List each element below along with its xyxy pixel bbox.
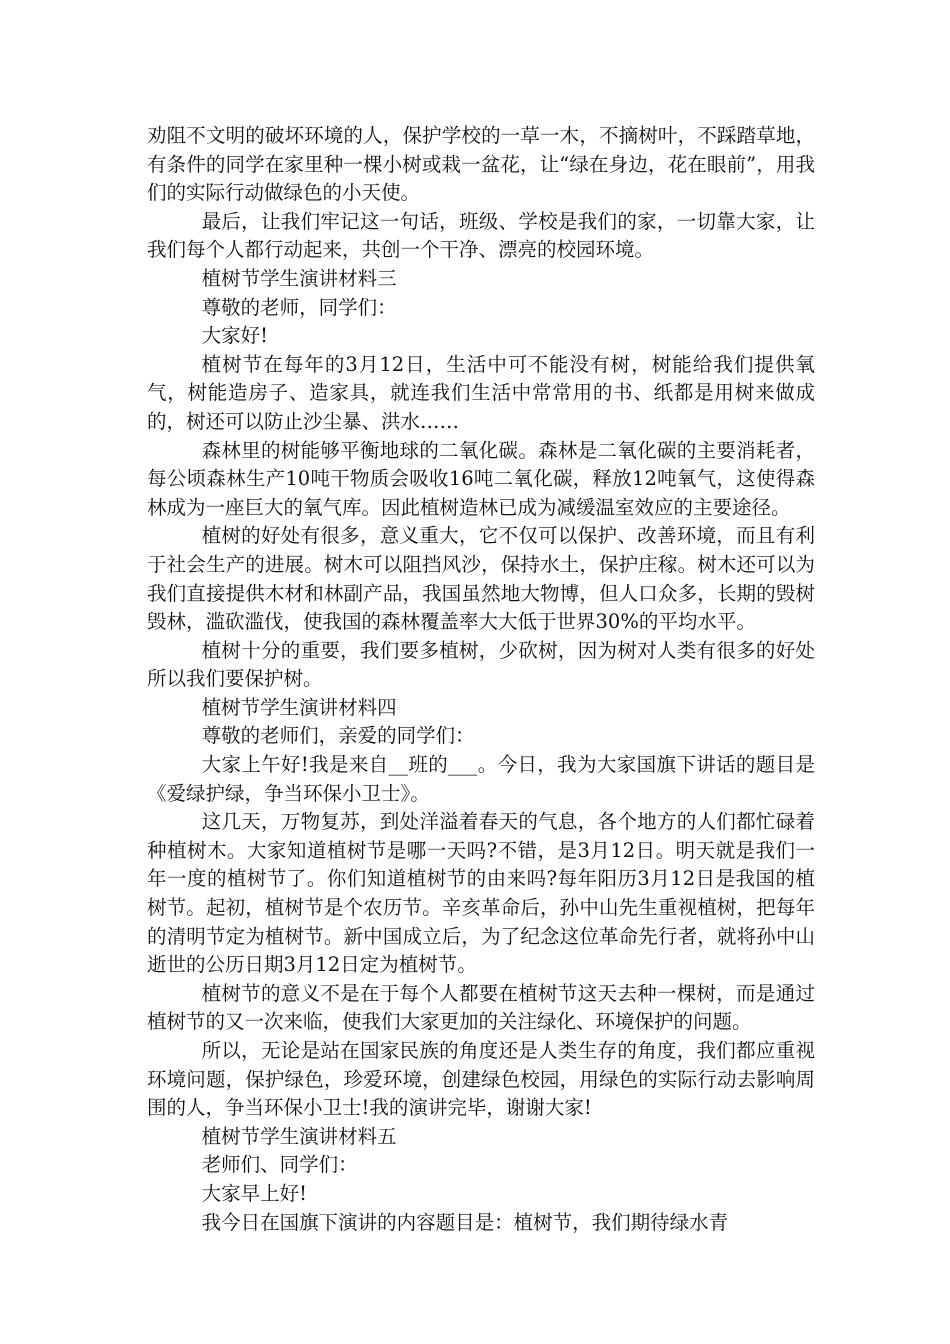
section-heading: 植树节学生演讲材料三 [201,266,397,290]
paragraph: 植树十分的重要，我们要多植树，少砍树，因为树对人类有很多的好处所以我们要保护树。 [147,638,815,691]
paragraph: 植树节在每年的3月12日，生活中可不能没有树，树能给我们提供氧气，树能造房子、造家具，就连我们生活中常常用的书、纸都是用树来做成的，树还可以防止沙尘暴、洪水…… [147,352,815,433]
salutation: 尊敬的老师们，亲爱的同学们： [201,724,475,748]
section-heading: 植树节学生演讲材料四 [201,695,397,719]
paragraph: 劝阻不文明的破坏环境的人，保护学校的一草一木，不摘树叶，不踩踏草地，有条件的同学在家里种一棵小树或栽一盆花，让“绿在身边，花在眼前”，用我们的实际行动做绿色的小天使。 [147,124,815,205]
greeting: 大家好! [201,324,268,348]
paragraph: 所以，无论是站在国家民族的角度还是人类生存的角度，我们都应重视环境问题，保护绿色，珍爱环境，创建绿色校园，用绿色的实际行动去影响周围的人，争当环保小卫士!我的演讲完毕，谢谢大家! [147,1039,815,1120]
section-heading: 植树节学生演讲材料五 [201,1124,397,1148]
paragraph: 植树节的意义不是在于每个人都要在植树节这天去种一棵树，而是通过植树节的又一次来临，使我们大家更加的关注绿化、环境保护的问题。 [147,981,815,1034]
paragraph: 大家上午好!我是来自__班的___。今日，我为大家国旗下讲话的题目是《爱绿护绿，争当环保小卫士》。 [147,753,815,805]
paragraph: 最后，让我们牢记这一句话，班级、学校是我们的家，一切靠大家，让我们每个人都行动起来，共创一个干净、漂亮的校园环境。 [147,209,815,262]
greeting: 大家早上好! [201,1181,307,1205]
salutation: 老师们、同学们： [201,1153,358,1177]
paragraph: 这几天，万物复苏，到处洋溢着春天的气息，各个地方的人们都忙碌着种植树木。大家知道植树节是哪一天吗?不错，是3月12日。明天就是我们一年一度的植树节了。你们知道植树节的由来吗?每年阳历3月12日是我国的植树节。起初，植树节是个农历节。辛亥革命后，孙中山先生重视植树，把每年的清明节定为植树节。新中国成立后，为了纪念这位革命先行者，就将孙中山逝世的公历日期3月12日定为植树节。 [147,810,815,977]
paragraph: 森林里的树能够平衡地球的二氧化碳。森林是二氧化碳的主要消耗者，每公顷森林生产10吨干物质会吸收16吨二氧化碳，释放12吨氧气，这使得森林成为一座巨大的氧气库。因此植树造林已成为减缓温室效应的主要途径。 [147,438,815,519]
salutation: 尊敬的老师，同学们： [201,295,397,319]
paragraph: 我今日在国旗下演讲的内容题目是：植树节，我们期待绿水青 [201,1210,729,1234]
document-page [147,122,815,1237]
paragraph: 植树的好处有很多，意义重大，它不仅可以保护、改善环境，而且有利于社会生产的进展。树木可以阻挡风沙，保持水土，保护庄稼。树木还可以为我们直接提供木材和林副产品，我国虽然地大物博，但人口众多，长期的毁树毁林，滥砍滥伐，使我国的森林覆盖率大大低于世界30%的平均水平。 [147,524,815,634]
